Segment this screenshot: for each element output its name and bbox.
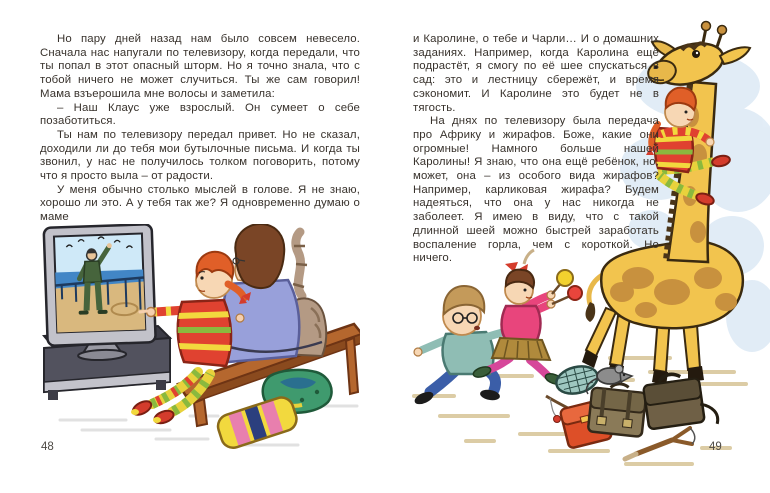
brown-satchel	[588, 381, 647, 437]
paragraph-dialogue: – Наш Клаус уже взрослый. Он сумеет о себе позаботиться.	[40, 101, 360, 128]
right-page-text	[413, 33, 659, 266]
paragraph-continuation: и Каролине, о тебе и Чарли… И о домашних заданиях. Например, когда Каролина ещё подрастёт, я смогу по её шее спускаться в сад: это и лестницу сбережёт, и время сэкономит. И Каролине это будет не в тягость.	[413, 33, 659, 114]
paragraph: На днях по телевизору была передача про Африку и жирафов. Боже, какие они огромные! Намного больше нашей Каролины! Я знаю, что она ещё ребёнок, но, может, она – из особого вида жирафов? Например, карликовая жирафа? Будем надеяться, что она у нас никогда не заболеет. Я имею в виду, что с такой длинной шеей можно быстрей заработать воспаление горла, чем с короткой. Но ничего.	[413, 115, 659, 265]
tv	[44, 224, 157, 362]
illustration-tv-scene	[30, 224, 360, 456]
paragraph: Ты нам по телевизору передал привет. Но не сказал, доходили ли до тебя мои бутылочные письма. И когда ты звонил, у нас не получилось толком поговорить, потому что я просто выла – от радости.	[40, 128, 360, 183]
paragraph: Но пару дней назад нам было совсем невесело. Сначала нас напугали по телевизору, когда передали, что ты попал в этот опасный шторм. Но я точно знала, что с тобой ничего не может случиться. Ты же сам говорил! Мама взъерошила мне волосы и заметила:	[40, 33, 360, 100]
floor-shadows	[60, 406, 357, 445]
paragraph: У меня обычно столько мыслей в голове. Я не знаю, хорошо ли это. А у тебя так же? Я одновременно думаю о маме	[40, 183, 360, 224]
page-number-right: 49	[709, 441, 722, 453]
running-girl	[472, 250, 582, 386]
page-number-left: 48	[41, 441, 54, 453]
left-page-text	[40, 33, 360, 225]
